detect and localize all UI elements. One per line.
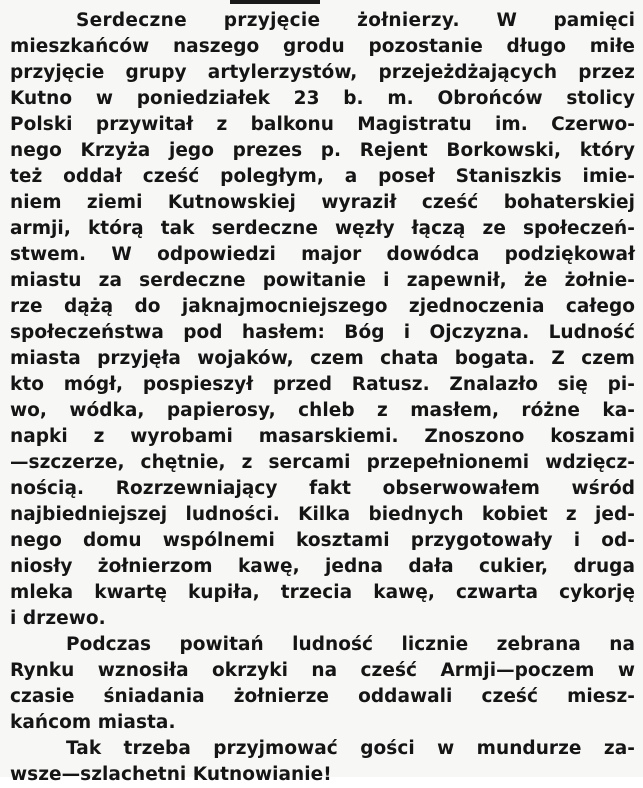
article-line: niem ziemi Kutnowskiej wyraził cześć bohaterskiej: [10, 192, 635, 213]
article-line: mleka kwartę kupiła, trzecia kawę, czwarta cykorję: [10, 582, 635, 603]
article-line: nego domu wspólnemi kosztami przygotowały i od-: [10, 530, 635, 551]
article-line: Kutno w poniedziałek 23 b. m. Obrońców stolicy: [10, 88, 635, 109]
paragraph3-line: wsze—szlachetni Kutnowianie!: [10, 764, 332, 785]
article-line: rze dążą do jaknajmocniejszego zjednoczenia całego: [10, 296, 635, 317]
article-line: stwem. W odpowiedzi major dowódca podziękował: [10, 244, 635, 265]
article-line: przyjęcie grupy artylerzystów, przejeżdżających przez: [10, 62, 635, 83]
article-line: napki z wyrobami masarskiemi. Znoszono koszami: [10, 426, 635, 447]
column-top-rule: [230, 0, 320, 4]
article-body: [10, 8, 635, 788]
article-line: kto mógł, pospieszył przed Ratusz. Znalazło się pi-: [10, 374, 635, 395]
article-line: miastu za serdeczne powitanie i zapewnił, że żołnie-: [10, 270, 635, 291]
article-title: Serdeczne przyjęcie żołnierzy.: [76, 10, 460, 31]
article-line: nego Krzyża jego prezes p. Rejent Borkowski, który: [10, 140, 635, 161]
article-line: miasta przyjęła wojaków, czem chata bogata. Z czem: [10, 348, 635, 369]
article-line: W pamięci: [496, 10, 635, 31]
article-line: wo, wódka, papierosy, chleb z masłem, różne ka-: [10, 400, 635, 421]
paragraph3-line: Tak trzeba przyjmować gości w mundurze za-: [66, 738, 635, 759]
article-line: i drzewo.: [10, 608, 106, 629]
paragraph2-line: kańcom miasta.: [10, 712, 176, 733]
article-line: nością. Rozrzewniający fakt obserwowałem wśród: [10, 478, 635, 499]
article-line: Polski przywitał z balkonu Magistratu im. Czerwo-: [10, 114, 635, 135]
paragraph2-line: czasie śniadania żołnierze oddawali cześć miesz-: [10, 686, 635, 707]
article-line: mieszkańców naszego grodu pozostanie długo miłe: [10, 36, 635, 57]
article-line: też oddał cześć poległym, a poseł Staniszkis imie-: [10, 166, 635, 187]
article-line: armji, którą tak serdeczne węzły łączą ze społeczeń-: [10, 218, 635, 239]
article-line: —szczerze, chętnie, z sercami przepełnionemi wdzięcz-: [10, 452, 635, 473]
paragraph2-line: Rynku wznosiła okrzyki na cześć Armji—poczem w: [10, 660, 635, 681]
paragraph2-line: Podczas powitań ludność licznie zebrana na: [66, 634, 635, 655]
article-line: najbiedniejszej ludności. Kilka biednych kobiet z jed-: [10, 504, 635, 525]
article-first-line: [10, 8, 635, 34]
article-line: społeczeństwa pod hasłem: Bóg i Ojczyzna. Ludność: [10, 322, 635, 343]
article-line: niosły żołnierzom kawę, jedna dała cukier, druga: [10, 556, 635, 577]
